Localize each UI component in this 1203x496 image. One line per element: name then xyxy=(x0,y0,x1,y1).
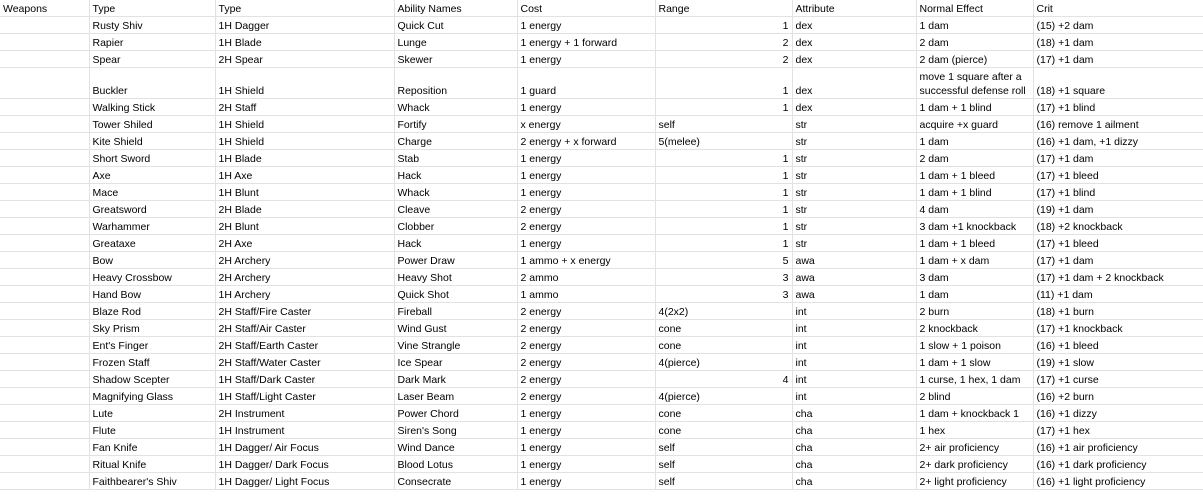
cell-crit[interactable]: (18) +1 square xyxy=(1033,68,1203,99)
cell-weapon-name[interactable]: Axe xyxy=(89,167,215,184)
cell-blank[interactable] xyxy=(0,51,89,68)
cell-attribute[interactable]: dex xyxy=(792,68,916,99)
cell-blank[interactable] xyxy=(0,473,89,490)
cell-range[interactable]: self xyxy=(655,456,792,473)
cell-crit[interactable]: (17) +1 bleed xyxy=(1033,235,1203,252)
cell-normal-effect[interactable]: 1 dam xyxy=(916,286,1033,303)
header-cell-attribute[interactable]: Attribute xyxy=(792,0,916,17)
cell-attribute[interactable]: cha xyxy=(792,405,916,422)
cell-crit[interactable]: (11) +1 dam xyxy=(1033,286,1203,303)
cell-normal-effect[interactable]: 2 burn xyxy=(916,303,1033,320)
cell-weapon-type[interactable]: 2H Axe xyxy=(215,235,394,252)
table-row xyxy=(0,116,1203,133)
table-row xyxy=(0,184,1203,201)
cell-range[interactable]: 1 xyxy=(655,201,792,218)
cell-blank[interactable] xyxy=(0,167,89,184)
cell-weapon-name[interactable]: Greataxe xyxy=(89,235,215,252)
cell-ability-name[interactable]: Quick Cut xyxy=(394,17,517,34)
cell-weapon-name[interactable]: Blaze Rod xyxy=(89,303,215,320)
cell-ability-name[interactable]: Charge xyxy=(394,133,517,150)
cell-cost[interactable]: 2 energy + x forward xyxy=(517,133,655,150)
cell-ability-name[interactable]: Ice Spear xyxy=(394,354,517,371)
cell-weapon-name[interactable]: Ritual Knife xyxy=(89,456,215,473)
cell-crit[interactable]: (16) +1 dark proficiency xyxy=(1033,456,1203,473)
cell-normal-effect[interactable]: 1 dam + x dam xyxy=(916,252,1033,269)
cell-weapon-type[interactable]: 2H Staff/Water Caster xyxy=(215,354,394,371)
cell-weapon-type[interactable]: 1H Shield xyxy=(215,116,394,133)
cell-cost[interactable]: 1 energy xyxy=(517,99,655,116)
cell-crit[interactable]: (19) +1 dam xyxy=(1033,201,1203,218)
cell-normal-effect[interactable]: 2+ dark proficiency xyxy=(916,456,1033,473)
cell-ability-name[interactable]: Lunge xyxy=(394,34,517,51)
cell-crit[interactable]: (16) +2 burn xyxy=(1033,388,1203,405)
cell-range[interactable]: 4(pierce) xyxy=(655,354,792,371)
cell-normal-effect[interactable]: 1 dam + 1 slow xyxy=(916,354,1033,371)
table-row xyxy=(0,405,1203,422)
cell-weapon-type[interactable]: 1H Shield xyxy=(215,133,394,150)
cell-weapon-type[interactable]: 1H Staff/Dark Caster xyxy=(215,371,394,388)
cell-crit[interactable]: (15) +2 dam xyxy=(1033,17,1203,34)
cell-crit[interactable]: (19) +1 slow xyxy=(1033,354,1203,371)
cell-blank[interactable] xyxy=(0,422,89,439)
cell-blank[interactable] xyxy=(0,68,89,99)
cell-range[interactable]: 1 xyxy=(655,99,792,116)
cell-ability-name[interactable]: Fortify xyxy=(394,116,517,133)
cell-attribute[interactable]: str xyxy=(792,167,916,184)
cell-ability-name[interactable]: Blood Lotus xyxy=(394,456,517,473)
cell-cost[interactable]: 1 ammo + x energy xyxy=(517,252,655,269)
cell-weapon-name[interactable]: Shadow Scepter xyxy=(89,371,215,388)
cell-weapon-name[interactable]: Rapier xyxy=(89,34,215,51)
table-row xyxy=(0,337,1203,354)
cell-blank[interactable] xyxy=(0,388,89,405)
table-row xyxy=(0,17,1203,34)
cell-weapon-type[interactable]: 1H Instrument xyxy=(215,422,394,439)
cell-blank[interactable] xyxy=(0,218,89,235)
cell-ability-name[interactable]: Power Chord xyxy=(394,405,517,422)
cell-blank[interactable] xyxy=(0,320,89,337)
cell-range[interactable]: 5 xyxy=(655,252,792,269)
cell-attribute[interactable]: int xyxy=(792,388,916,405)
cell-weapon-name[interactable]: Mace xyxy=(89,184,215,201)
cell-cost[interactable]: 2 energy xyxy=(517,388,655,405)
cell-weapon-type[interactable]: 1H Axe xyxy=(215,167,394,184)
cell-range[interactable]: 4 xyxy=(655,371,792,388)
cell-normal-effect[interactable]: 2+ light proficiency xyxy=(916,473,1033,490)
cell-blank[interactable] xyxy=(0,456,89,473)
cell-range[interactable]: self xyxy=(655,116,792,133)
cell-ability-name[interactable]: Fireball xyxy=(394,303,517,320)
cell-crit[interactable]: (17) +1 curse xyxy=(1033,371,1203,388)
table-row xyxy=(0,218,1203,235)
cell-range[interactable]: 4(pierce) xyxy=(655,388,792,405)
cell-cost[interactable]: 1 energy xyxy=(517,150,655,167)
cell-range[interactable]: 4(2x2) xyxy=(655,303,792,320)
cell-blank[interactable] xyxy=(0,439,89,456)
cell-range[interactable]: cone xyxy=(655,422,792,439)
table-row xyxy=(0,68,1203,99)
cell-cost[interactable]: 2 energy xyxy=(517,320,655,337)
header-cell-type-2[interactable]: Type xyxy=(215,0,394,17)
cell-weapon-name[interactable]: Spear xyxy=(89,51,215,68)
cell-weapon-name[interactable]: Rusty Shiv xyxy=(89,17,215,34)
cell-ability-name[interactable]: Power Draw xyxy=(394,252,517,269)
cell-attribute[interactable]: int xyxy=(792,337,916,354)
cell-blank[interactable] xyxy=(0,34,89,51)
cell-weapon-type[interactable]: 2H Blunt xyxy=(215,218,394,235)
cell-normal-effect[interactable]: 2+ air proficiency xyxy=(916,439,1033,456)
cell-crit[interactable]: (17) +1 dam xyxy=(1033,252,1203,269)
cell-weapon-type[interactable]: 1H Staff/Light Caster xyxy=(215,388,394,405)
cell-attribute[interactable]: int xyxy=(792,303,916,320)
cell-normal-effect[interactable]: acquire +x guard xyxy=(916,116,1033,133)
cell-range[interactable]: self xyxy=(655,473,792,490)
cell-crit[interactable]: (17) +1 dam xyxy=(1033,150,1203,167)
cell-weapon-type[interactable]: 2H Staff/Earth Caster xyxy=(215,337,394,354)
table-row xyxy=(0,303,1203,320)
table-row xyxy=(0,422,1203,439)
cell-ability-name[interactable]: Whack xyxy=(394,184,517,201)
cell-crit[interactable]: (16) remove 1 ailment xyxy=(1033,116,1203,133)
cell-weapon-type[interactable]: 2H Instrument xyxy=(215,405,394,422)
cell-cost[interactable]: 1 energy xyxy=(517,167,655,184)
cell-range[interactable]: 2 xyxy=(655,51,792,68)
cell-weapon-type[interactable]: 1H Shield xyxy=(215,68,394,99)
cell-weapon-name[interactable]: Magnifying Glass xyxy=(89,388,215,405)
cell-weapon-type[interactable]: 2H Staff/Fire Caster xyxy=(215,303,394,320)
table-row xyxy=(0,99,1203,116)
cell-cost[interactable]: 1 energy xyxy=(517,456,655,473)
cell-normal-effect[interactable]: 4 dam xyxy=(916,201,1033,218)
cell-weapon-name[interactable]: Greatsword xyxy=(89,201,215,218)
cell-ability-name[interactable]: Dark Mark xyxy=(394,371,517,388)
cell-attribute[interactable]: str xyxy=(792,116,916,133)
cell-crit[interactable]: (17) +1 dam xyxy=(1033,51,1203,68)
cell-attribute[interactable]: dex xyxy=(792,17,916,34)
cell-crit[interactable]: (16) +1 air proficiency xyxy=(1033,439,1203,456)
cell-blank[interactable] xyxy=(0,286,89,303)
header-cell-type[interactable]: Type xyxy=(89,0,215,17)
cell-blank[interactable] xyxy=(0,99,89,116)
table-row xyxy=(0,51,1203,68)
header-cell-weapons[interactable]: Weapons xyxy=(0,0,89,17)
cell-blank[interactable] xyxy=(0,354,89,371)
cell-blank[interactable] xyxy=(0,150,89,167)
table-row xyxy=(0,456,1203,473)
cell-cost[interactable]: 1 energy xyxy=(517,17,655,34)
cell-cost[interactable]: 1 energy xyxy=(517,51,655,68)
cell-weapon-name[interactable]: Warhammer xyxy=(89,218,215,235)
cell-normal-effect[interactable]: 1 dam xyxy=(916,17,1033,34)
cell-ability-name[interactable]: Consecrate xyxy=(394,473,517,490)
cell-range[interactable]: 1 xyxy=(655,218,792,235)
cell-normal-effect[interactable]: 3 dam xyxy=(916,269,1033,286)
cell-cost[interactable]: 2 ammo xyxy=(517,269,655,286)
cell-weapon-name[interactable]: Frozen Staff xyxy=(89,354,215,371)
cell-cost[interactable]: 1 energy + 1 forward xyxy=(517,34,655,51)
cell-ability-name[interactable]: Stab xyxy=(394,150,517,167)
cell-normal-effect[interactable]: 2 blind xyxy=(916,388,1033,405)
cell-blank[interactable] xyxy=(0,303,89,320)
cell-normal-effect[interactable]: 1 dam + 1 bleed xyxy=(916,235,1033,252)
cell-weapon-type[interactable]: 2H Archery xyxy=(215,269,394,286)
header-cell-crit[interactable]: Crit xyxy=(1033,0,1203,17)
cell-normal-effect[interactable]: 1 dam + 1 bleed xyxy=(916,167,1033,184)
cell-weapon-type[interactable]: 1H Archery xyxy=(215,286,394,303)
cell-range[interactable]: 3 xyxy=(655,269,792,286)
cell-attribute[interactable]: str xyxy=(792,150,916,167)
table-row xyxy=(0,388,1203,405)
cell-blank[interactable] xyxy=(0,371,89,388)
cell-attribute[interactable]: int xyxy=(792,354,916,371)
cell-cost[interactable]: 2 energy xyxy=(517,201,655,218)
cell-range[interactable]: 1 xyxy=(655,167,792,184)
table-row xyxy=(0,286,1203,303)
cell-cost[interactable]: 2 energy xyxy=(517,303,655,320)
cell-weapon-name[interactable]: Flute xyxy=(89,422,215,439)
table-row xyxy=(0,201,1203,218)
cell-normal-effect[interactable]: move 1 square after a successful defense roll xyxy=(916,68,1033,99)
cell-attribute[interactable]: str xyxy=(792,235,916,252)
cell-ability-name[interactable]: Wind Dance xyxy=(394,439,517,456)
cell-attribute[interactable]: str xyxy=(792,201,916,218)
cell-weapon-name[interactable]: Bow xyxy=(89,252,215,269)
cell-ability-name[interactable]: Hack xyxy=(394,167,517,184)
cell-ability-name[interactable]: Whack xyxy=(394,99,517,116)
cell-range[interactable]: cone xyxy=(655,320,792,337)
cell-crit[interactable]: (17) +1 knockback xyxy=(1033,320,1203,337)
cell-blank[interactable] xyxy=(0,116,89,133)
cell-range[interactable]: cone xyxy=(655,337,792,354)
cell-weapon-name[interactable]: Faithbearer's Shiv xyxy=(89,473,215,490)
cell-cost[interactable]: 1 energy xyxy=(517,405,655,422)
cell-weapon-type[interactable]: 1H Dagger/ Light Focus xyxy=(215,473,394,490)
cell-crit[interactable]: (16) +1 light proficiency xyxy=(1033,473,1203,490)
cell-normal-effect[interactable]: 1 dam xyxy=(916,133,1033,150)
table-row xyxy=(0,235,1203,252)
cell-weapon-name[interactable]: Fan Knife xyxy=(89,439,215,456)
cell-ability-name[interactable]: Reposition xyxy=(394,68,517,99)
cell-blank[interactable] xyxy=(0,235,89,252)
cell-cost[interactable]: x energy xyxy=(517,116,655,133)
cell-blank[interactable] xyxy=(0,337,89,354)
table-row xyxy=(0,167,1203,184)
cell-normal-effect[interactable]: 2 dam xyxy=(916,150,1033,167)
cell-attribute[interactable]: dex xyxy=(792,99,916,116)
cell-attribute[interactable]: cha xyxy=(792,473,916,490)
cell-weapon-name[interactable]: Hand Bow xyxy=(89,286,215,303)
cell-weapon-name[interactable]: Lute xyxy=(89,405,215,422)
cell-range[interactable]: 1 xyxy=(655,68,792,99)
cell-normal-effect[interactable]: 3 dam +1 knockback xyxy=(916,218,1033,235)
cell-attribute[interactable]: awa xyxy=(792,286,916,303)
cell-cost[interactable]: 1 energy xyxy=(517,422,655,439)
cell-cost[interactable]: 2 energy xyxy=(517,354,655,371)
table-row xyxy=(0,371,1203,388)
cell-weapon-type[interactable]: 1H Dagger xyxy=(215,17,394,34)
cell-cost[interactable]: 2 energy xyxy=(517,337,655,354)
header-cell-ability-names[interactable]: Ability Names xyxy=(394,0,517,17)
table-row xyxy=(0,133,1203,150)
cell-cost[interactable]: 1 energy xyxy=(517,184,655,201)
cell-weapon-name[interactable]: Buckler xyxy=(89,68,215,99)
cell-attribute[interactable]: int xyxy=(792,371,916,388)
cell-weapon-type[interactable]: 2H Blade xyxy=(215,201,394,218)
cell-weapon-type[interactable]: 2H Spear xyxy=(215,51,394,68)
cell-normal-effect[interactable]: 2 knockback xyxy=(916,320,1033,337)
cell-weapon-type[interactable]: 1H Dagger/ Air Focus xyxy=(215,439,394,456)
cell-attribute[interactable]: str xyxy=(792,133,916,150)
cell-normal-effect[interactable]: 2 dam (pierce) xyxy=(916,51,1033,68)
cell-attribute[interactable]: awa xyxy=(792,269,916,286)
cell-blank[interactable] xyxy=(0,405,89,422)
cell-cost[interactable]: 1 ammo xyxy=(517,286,655,303)
cell-ability-name[interactable]: Quick Shot xyxy=(394,286,517,303)
cell-attribute[interactable]: dex xyxy=(792,51,916,68)
cell-weapon-name[interactable]: Heavy Crossbow xyxy=(89,269,215,286)
cell-ability-name[interactable]: Cleave xyxy=(394,201,517,218)
cell-normal-effect[interactable]: 1 dam + 1 blind xyxy=(916,184,1033,201)
cell-range[interactable]: 1 xyxy=(655,150,792,167)
cell-blank[interactable] xyxy=(0,184,89,201)
cell-attribute[interactable]: dex xyxy=(792,34,916,51)
cell-range[interactable]: self xyxy=(655,439,792,456)
table-row xyxy=(0,269,1203,286)
cell-attribute[interactable]: int xyxy=(792,320,916,337)
table-row xyxy=(0,320,1203,337)
cell-range[interactable]: cone xyxy=(655,405,792,422)
cell-range[interactable]: 2 xyxy=(655,34,792,51)
cell-weapon-name[interactable]: Ent's Finger xyxy=(89,337,215,354)
cell-cost[interactable]: 1 energy xyxy=(517,439,655,456)
cell-ability-name[interactable]: Vine Strangle xyxy=(394,337,517,354)
cell-blank[interactable] xyxy=(0,201,89,218)
cell-weapon-type[interactable]: 1H Blade xyxy=(215,150,394,167)
cell-blank[interactable] xyxy=(0,269,89,286)
cell-weapon-name[interactable]: Tower Shiled xyxy=(89,116,215,133)
cell-blank[interactable] xyxy=(0,133,89,150)
cell-normal-effect[interactable]: 1 hex xyxy=(916,422,1033,439)
cell-cost[interactable]: 1 energy xyxy=(517,473,655,490)
table-row xyxy=(0,34,1203,51)
cell-weapon-name[interactable]: Kite Shield xyxy=(89,133,215,150)
cell-normal-effect[interactable]: 1 dam + knockback 1 xyxy=(916,405,1033,422)
cell-crit[interactable]: (16) +1 bleed xyxy=(1033,337,1203,354)
cell-cost[interactable]: 2 energy xyxy=(517,218,655,235)
cell-crit[interactable]: (17) +1 dam + 2 knockback xyxy=(1033,269,1203,286)
cell-normal-effect[interactable]: 1 slow + 1 poison xyxy=(916,337,1033,354)
cell-normal-effect[interactable]: 2 dam xyxy=(916,34,1033,51)
cell-weapon-type[interactable]: 1H Blunt xyxy=(215,184,394,201)
cell-attribute[interactable]: str xyxy=(792,184,916,201)
cell-weapon-name[interactable]: Sky Prism xyxy=(89,320,215,337)
cell-cost[interactable]: 1 energy xyxy=(517,235,655,252)
cell-range[interactable]: 3 xyxy=(655,286,792,303)
header-cell-range[interactable]: Range xyxy=(655,0,792,17)
cell-blank[interactable] xyxy=(0,17,89,34)
cell-attribute[interactable]: cha xyxy=(792,456,916,473)
header-row xyxy=(0,0,1203,17)
cell-weapon-type[interactable]: 1H Dagger/ Dark Focus xyxy=(215,456,394,473)
cell-weapon-type[interactable]: 2H Staff xyxy=(215,99,394,116)
cell-weapon-name[interactable]: Walking Stick xyxy=(89,99,215,116)
cell-attribute[interactable]: cha xyxy=(792,439,916,456)
cell-cost[interactable]: 2 energy xyxy=(517,371,655,388)
cell-cost[interactable]: 1 guard xyxy=(517,68,655,99)
cell-crit[interactable]: (18) +2 knockback xyxy=(1033,218,1203,235)
cell-crit[interactable]: (16) +1 dam, +1 dizzy xyxy=(1033,133,1203,150)
cell-normal-effect[interactable]: 1 dam + 1 blind xyxy=(916,99,1033,116)
cell-range[interactable]: 1 xyxy=(655,184,792,201)
cell-weapon-type[interactable]: 2H Staff/Air Caster xyxy=(215,320,394,337)
cell-crit[interactable]: (17) +1 blind xyxy=(1033,99,1203,116)
cell-crit[interactable]: (16) +1 dizzy xyxy=(1033,405,1203,422)
cell-ability-name[interactable]: Siren's Song xyxy=(394,422,517,439)
table-row xyxy=(0,252,1203,269)
table-row xyxy=(0,354,1203,371)
cell-ability-name[interactable]: Clobber xyxy=(394,218,517,235)
cell-attribute[interactable]: cha xyxy=(792,422,916,439)
cell-crit[interactable]: (18) +1 dam xyxy=(1033,34,1203,51)
cell-blank[interactable] xyxy=(0,252,89,269)
cell-ability-name[interactable]: Skewer xyxy=(394,51,517,68)
cell-range[interactable]: 1 xyxy=(655,17,792,34)
cell-attribute[interactable]: str xyxy=(792,218,916,235)
header-cell-normal-effect[interactable]: Normal Effect xyxy=(916,0,1033,17)
cell-attribute[interactable]: awa xyxy=(792,252,916,269)
cell-normal-effect[interactable]: 1 curse, 1 hex, 1 dam xyxy=(916,371,1033,388)
table-row xyxy=(0,150,1203,167)
cell-range[interactable]: 5(melee) xyxy=(655,133,792,150)
table-row xyxy=(0,473,1203,490)
cell-weapon-type[interactable]: 1H Blade xyxy=(215,34,394,51)
table-row xyxy=(0,439,1203,456)
cell-range[interactable]: 1 xyxy=(655,235,792,252)
cell-weapon-name[interactable]: Short Sword xyxy=(89,150,215,167)
cell-crit[interactable]: (17) +1 blind xyxy=(1033,184,1203,201)
cell-ability-name[interactable]: Laser Beam xyxy=(394,388,517,405)
cell-crit[interactable]: (17) +1 hex xyxy=(1033,422,1203,439)
cell-ability-name[interactable]: Hack xyxy=(394,235,517,252)
cell-ability-name[interactable]: Heavy Shot xyxy=(394,269,517,286)
cell-crit[interactable]: (18) +1 burn xyxy=(1033,303,1203,320)
header-cell-cost[interactable]: Cost xyxy=(517,0,655,17)
cell-crit[interactable]: (17) +1 bleed xyxy=(1033,167,1203,184)
cell-ability-name[interactable]: Wind Gust xyxy=(394,320,517,337)
cell-weapon-type[interactable]: 2H Archery xyxy=(215,252,394,269)
